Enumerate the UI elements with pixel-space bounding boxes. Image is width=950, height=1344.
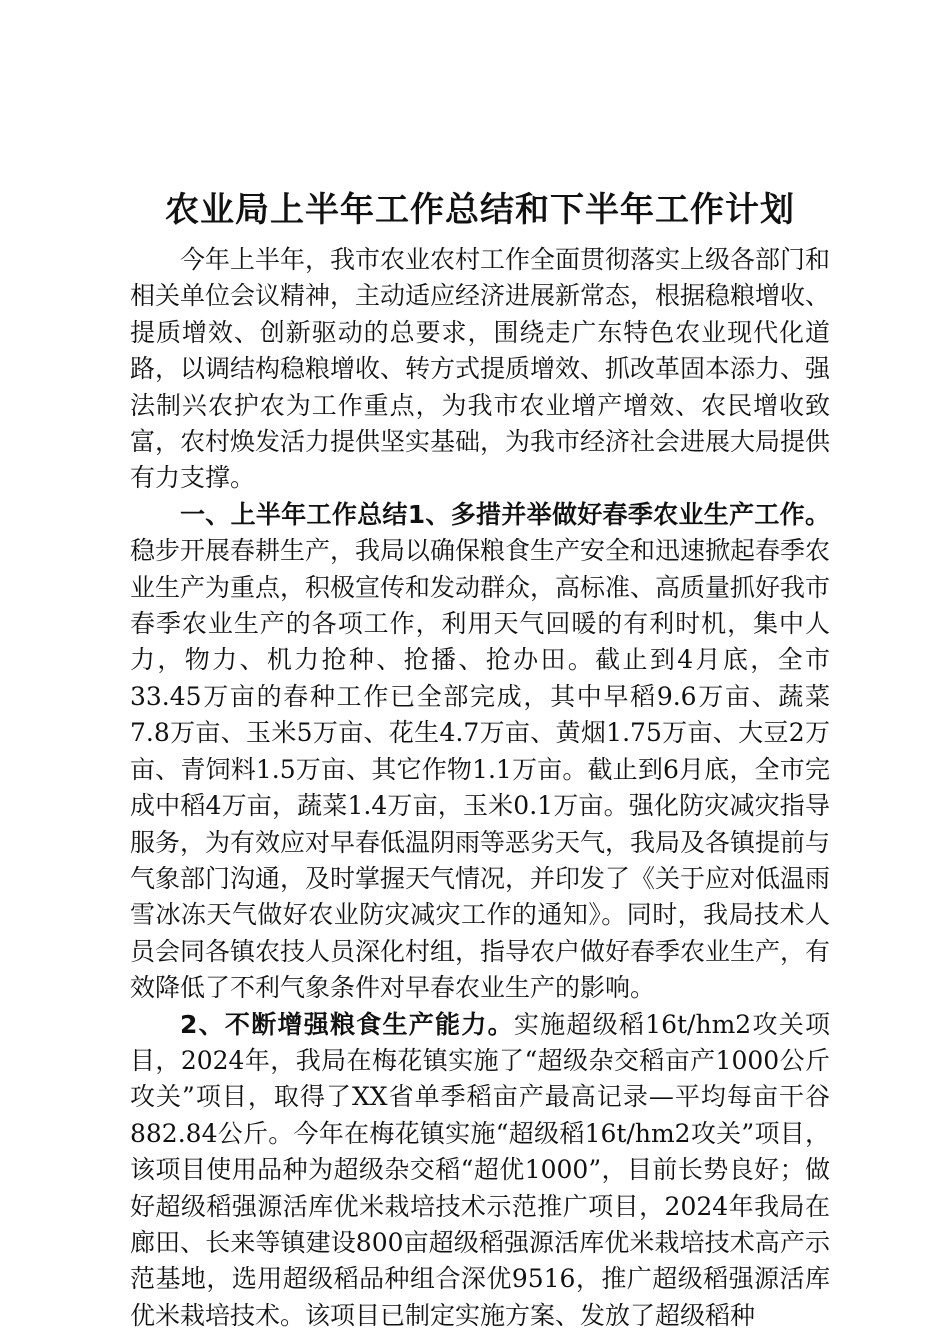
section-1-body: 稳步开展春耕生产，我局以确保粮食生产安全和迅速掀起春季农业生产为重点，积极宣传和发动群众，高标准、高质量抓好我市春季农业生产的各项工作，利用天气回暖的有利时机，集中人力，物力、机力抢种、抢播、抢办田。截止到4月底，全市33.45万亩的春种工作已全部完成，其中早稻9.6万亩、蔬菜7.8万亩、玉米5万亩、花生4.7万亩、黄烟1.75万亩、大豆2万亩、青饲料1.5万亩、其它作物1.1万亩。截止到6月底，全市完成中稻4万亩，蔬菜1.4万亩，玉米0.1万亩。强化防灾减灾指导服务，为有效应对早春低温阴雨等恶劣天气，我局及各镇提前与气象部门沟通，及时掌握天气情况，并印发了《关于应对低温雨雪冰冻天气做好农业防灾减灾工作的通知》。同时，我局技术人员会同各镇农技人员深化村组，指导农户做好春季农业生产，有效降低了不利气象条件对早春农业生产的影响。: [130, 536, 831, 1003]
document-title: 农业局上半年工作总结和下半年工作计划: [165, 190, 795, 230]
document-page: [130, 186, 830, 1334]
intro-paragraph: 今年上半年，我市农业农村工作全面贯彻落实上级各部门和相关单位会议精神，主动适应经济进展新常态，根据稳粮增收、提质增效、创新驱动的总要求，围绕走广东特色农业现代化道路，以调结构稳粮增收、转方式提质增效、抓改革固本添力、强法制兴农护农为工作重点，为我市农业增产增效、农民增收致富，农村焕发活力提供坚实基础，为我市经济社会进展大局提供有力支撑。: [130, 245, 831, 493]
section-2-paragraph: [130, 1007, 830, 1335]
section-2-heading: 2、不断增强粮食生产能力。: [180, 1009, 514, 1039]
section-1-heading: 一、上半年工作总结1、多措并举做好春季农业生产工作。: [180, 499, 830, 529]
section-1-paragraph: [130, 497, 830, 1007]
section-2-body: 实施超级稻16t/hm2攻关项目，2024年，我局在梅花镇实施了“超级杂交稻亩产1000公斤攻关”项目，取得了XX省单季稻亩产最高记录—平均每亩干谷882.84公斤。今年在梅花镇实施“超级稻16t/hm2攻关”项目，该项目使用品种为超级杂交稻“超优1000”，目前长势良好；做好超级稻强源活库优米栽培技术示范推广项目，2024年我局在廊田、长来等镇建设800亩超级稻强源活库优米栽培技术高产示范基地，选用超级稻品种组合深优9516，推广超级稻强源活库优米栽培技术。该项目已制定实施方案、发放了超级稻种: [130, 1009, 830, 1330]
